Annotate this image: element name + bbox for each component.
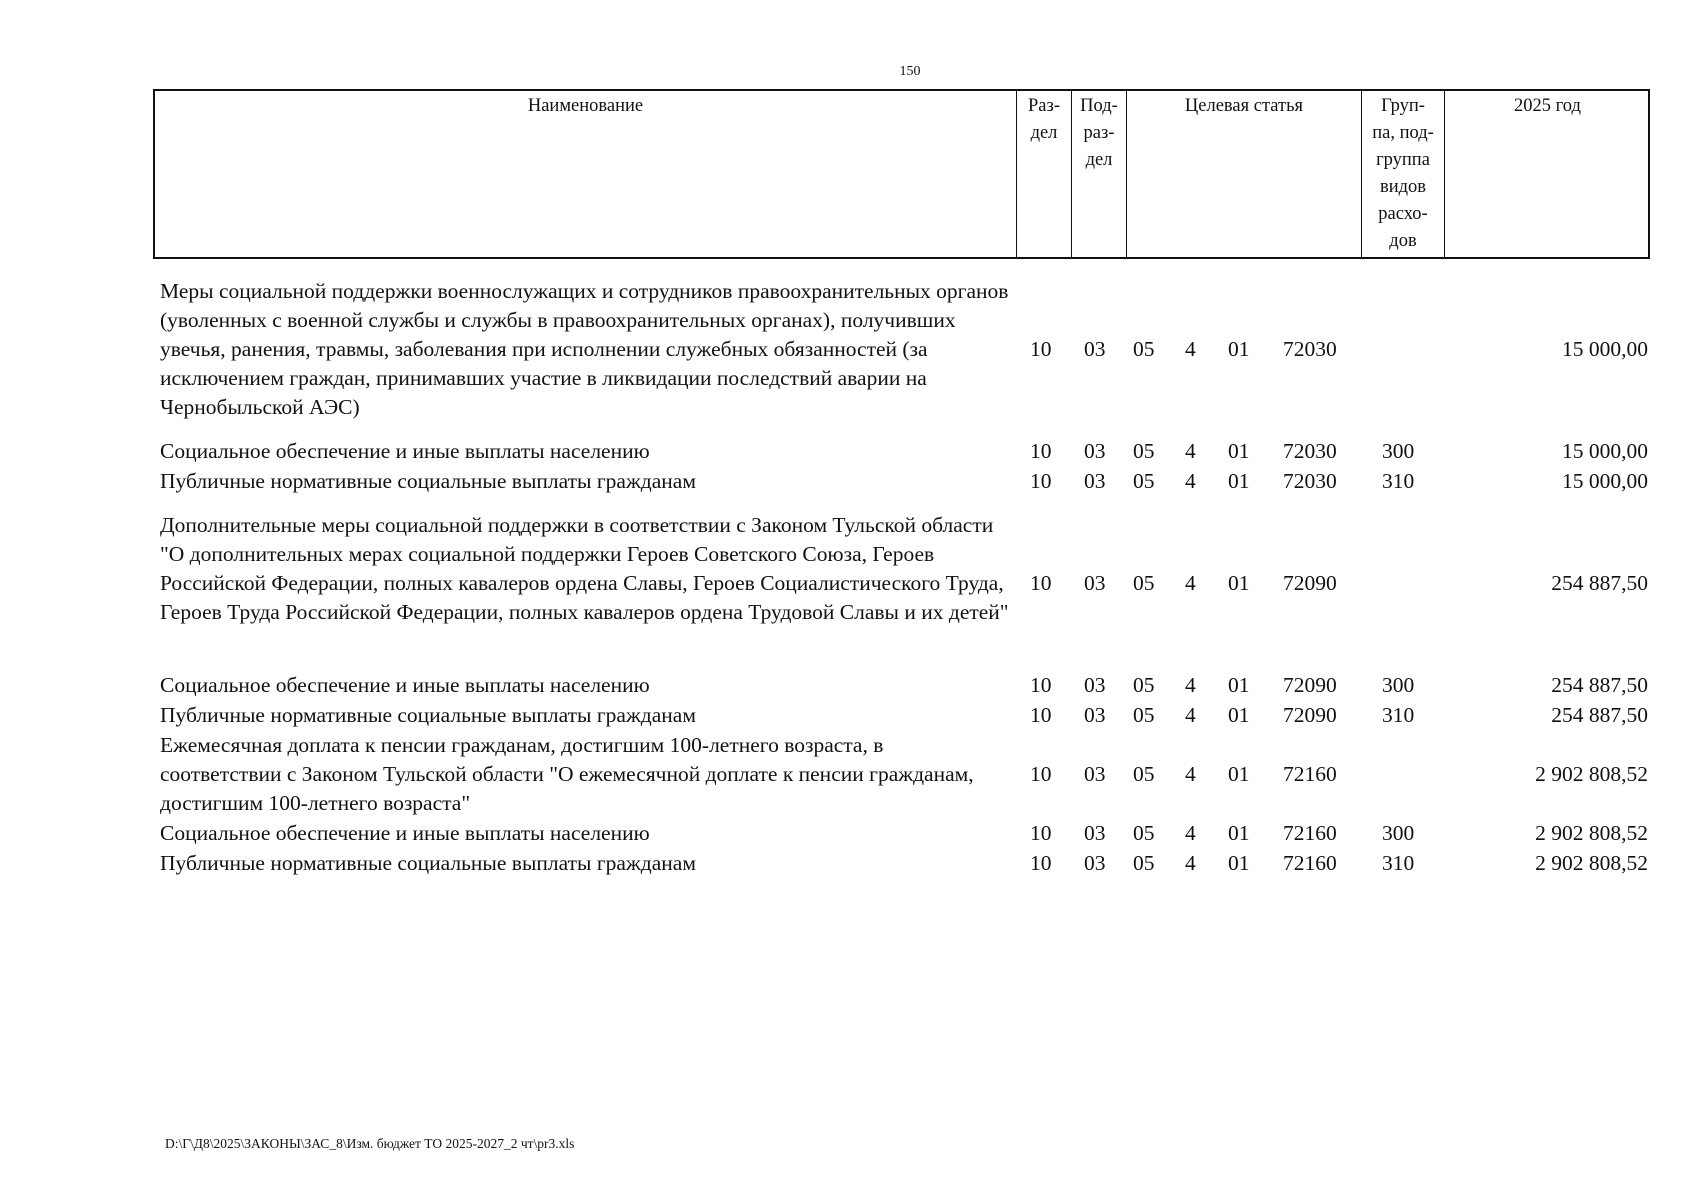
row-name: Публичные нормативные социальные выплаты гражданам [160, 469, 696, 493]
header-name-col [155, 91, 1017, 257]
header-name: Наименование [527, 96, 644, 116]
row-sum: 2 902 808,52 [1535, 762, 1648, 786]
row-razdel: 10 [1030, 703, 1052, 727]
row-main-event: 01 [1228, 673, 1250, 697]
row-razdel: 10 [1030, 469, 1052, 493]
header-year-col [1445, 91, 1650, 257]
header-group-line: Груп- [1381, 96, 1425, 116]
row-subprogram: 4 [1185, 469, 1196, 493]
row-program: 05 [1133, 673, 1155, 697]
row-podrazdel: 03 [1084, 762, 1106, 786]
table-row [0, 277, 1691, 424]
row-subprogram: 4 [1185, 673, 1196, 697]
row-razdel: 10 [1030, 439, 1052, 463]
row-name: Публичные нормативные социальные выплаты гражданам [160, 851, 696, 875]
row-program: 05 [1133, 469, 1155, 493]
row-program: 05 [1133, 703, 1155, 727]
row-main-event: 01 [1228, 703, 1250, 727]
row-direction: 72160 [1283, 762, 1337, 786]
header-group-col [1362, 91, 1445, 257]
row-razdel: 10 [1030, 851, 1052, 875]
row-program: 05 [1133, 439, 1155, 463]
row-razdel: 10 [1030, 821, 1052, 845]
row-name: Меры социальной поддержки военнослужащих и сотрудников правоохранительных органов (уволенных с военной службы и службы в правоохранительных органах), получивших увечья, ранения, травмы, заболевания при исполнении служебных обязанностей (за исключением граждан, принимавших участие в ликвидации последствий аварии на Чернобыльской АЭС) [160, 279, 1009, 419]
row-sum: 15 000,00 [1562, 469, 1648, 493]
row-sum: 254 887,50 [1551, 673, 1648, 697]
row-direction: 72160 [1283, 851, 1337, 875]
row-podrazdel: 03 [1084, 337, 1106, 361]
header-group-line: видов [1379, 177, 1427, 197]
row-main-event: 01 [1228, 821, 1250, 845]
row-program: 05 [1133, 762, 1155, 786]
page-number: 150 [899, 64, 921, 79]
row-direction: 72030 [1283, 337, 1337, 361]
row-subprogram: 4 [1185, 762, 1196, 786]
row-podrazdel: 03 [1084, 703, 1106, 727]
table-row [0, 701, 1691, 730]
header-razdel-line: дел [1030, 123, 1058, 143]
row-sum: 15 000,00 [1562, 337, 1648, 361]
header-podrazdel-line: раз- [1083, 123, 1115, 143]
row-razdel: 10 [1030, 337, 1052, 361]
row-name: Дополнительные меры социальной поддержки в соответствии с Законом Тульской области "О дополнительных мерах социальной поддержки Героев Советского Союза, Героев Российской Федерации, полных кавалеров ордена Славы, Героев Социалистического Труда, Героев Труда Российской Федерации, полных кавалеров ордена Трудовой Славы и их детей" [160, 513, 1009, 624]
header-group-line: расхо- [1378, 204, 1428, 224]
header-target-col [1127, 91, 1362, 257]
row-program: 05 [1133, 571, 1155, 595]
row-podrazdel: 03 [1084, 469, 1106, 493]
header-group-line: па, под- [1372, 123, 1434, 143]
table-row [0, 819, 1691, 848]
header-year: 2025 год [1514, 96, 1581, 116]
row-podrazdel: 03 [1084, 851, 1106, 875]
row-podrazdel: 03 [1084, 673, 1106, 697]
row-main-event: 01 [1228, 571, 1250, 595]
row-subprogram: 4 [1185, 703, 1196, 727]
table-header [153, 89, 1650, 259]
row-group: 310 [1382, 851, 1415, 875]
header-razdel-col [1017, 91, 1072, 257]
row-direction: 72160 [1283, 821, 1337, 845]
row-subprogram: 4 [1185, 571, 1196, 595]
row-program: 05 [1133, 821, 1155, 845]
row-name: Социальное обеспечение и иные выплаты населению [160, 439, 650, 463]
header-group-line: группа [1376, 150, 1430, 170]
row-direction: 72090 [1283, 703, 1337, 727]
row-direction: 72090 [1283, 673, 1337, 697]
row-podrazdel: 03 [1084, 571, 1106, 595]
row-sum: 2 902 808,52 [1535, 851, 1648, 875]
row-main-event: 01 [1228, 762, 1250, 786]
table-row [0, 467, 1691, 496]
row-sum: 15 000,00 [1562, 439, 1648, 463]
row-name: Публичные нормативные социальные выплаты гражданам [160, 703, 696, 727]
row-razdel: 10 [1030, 762, 1052, 786]
row-main-event: 01 [1228, 851, 1250, 875]
row-sum: 254 887,50 [1551, 571, 1648, 595]
header-razdel-line: Раз- [1028, 96, 1060, 116]
row-group: 310 [1382, 469, 1415, 493]
row-name: Социальное обеспечение и иные выплаты населению [160, 673, 650, 697]
row-subprogram: 4 [1185, 439, 1196, 463]
table-row [0, 511, 1691, 658]
row-program: 05 [1133, 337, 1155, 361]
header-target: Целевая статья [1184, 96, 1304, 116]
row-podrazdel: 03 [1084, 821, 1106, 845]
row-group: 300 [1382, 439, 1415, 463]
row-subprogram: 4 [1185, 337, 1196, 361]
header-podrazdel-col [1072, 91, 1127, 257]
file-path-footer: D:\Г\Д8\2025\ЗАКОНЫ\ЗАС_8\Изм. бюджет ТО 2025-2027_2 чт\pr3.xls [165, 1136, 575, 1151]
row-sum: 2 902 808,52 [1535, 821, 1648, 845]
row-razdel: 10 [1030, 673, 1052, 697]
row-group: 310 [1382, 703, 1415, 727]
row-direction: 72030 [1283, 439, 1337, 463]
row-main-event: 01 [1228, 439, 1250, 463]
row-main-event: 01 [1228, 337, 1250, 361]
row-program: 05 [1133, 851, 1155, 875]
table-row [0, 731, 1691, 819]
row-subprogram: 4 [1185, 851, 1196, 875]
table-row [0, 437, 1691, 466]
row-group: 300 [1382, 673, 1415, 697]
row-main-event: 01 [1228, 469, 1250, 493]
row-name: Ежемесячная доплата к пенсии гражданам, достигшим 100-летнего возраста, в соответствии с Законом Тульской области "О ежемесячной доплате к пенсии гражданам, достигшим 100-летнего возраста" [160, 733, 974, 815]
header-group-line: дов [1389, 231, 1417, 251]
table-row [0, 849, 1691, 878]
header-podrazdel-line: Под- [1080, 96, 1118, 116]
row-podrazdel: 03 [1084, 439, 1106, 463]
table-row [0, 671, 1691, 700]
row-sum: 254 887,50 [1551, 703, 1648, 727]
row-razdel: 10 [1030, 571, 1052, 595]
row-direction: 72090 [1283, 571, 1337, 595]
row-subprogram: 4 [1185, 821, 1196, 845]
row-group: 300 [1382, 821, 1415, 845]
row-name: Социальное обеспечение и иные выплаты населению [160, 821, 650, 845]
header-podrazdel-line: дел [1085, 150, 1113, 170]
row-direction: 72030 [1283, 469, 1337, 493]
